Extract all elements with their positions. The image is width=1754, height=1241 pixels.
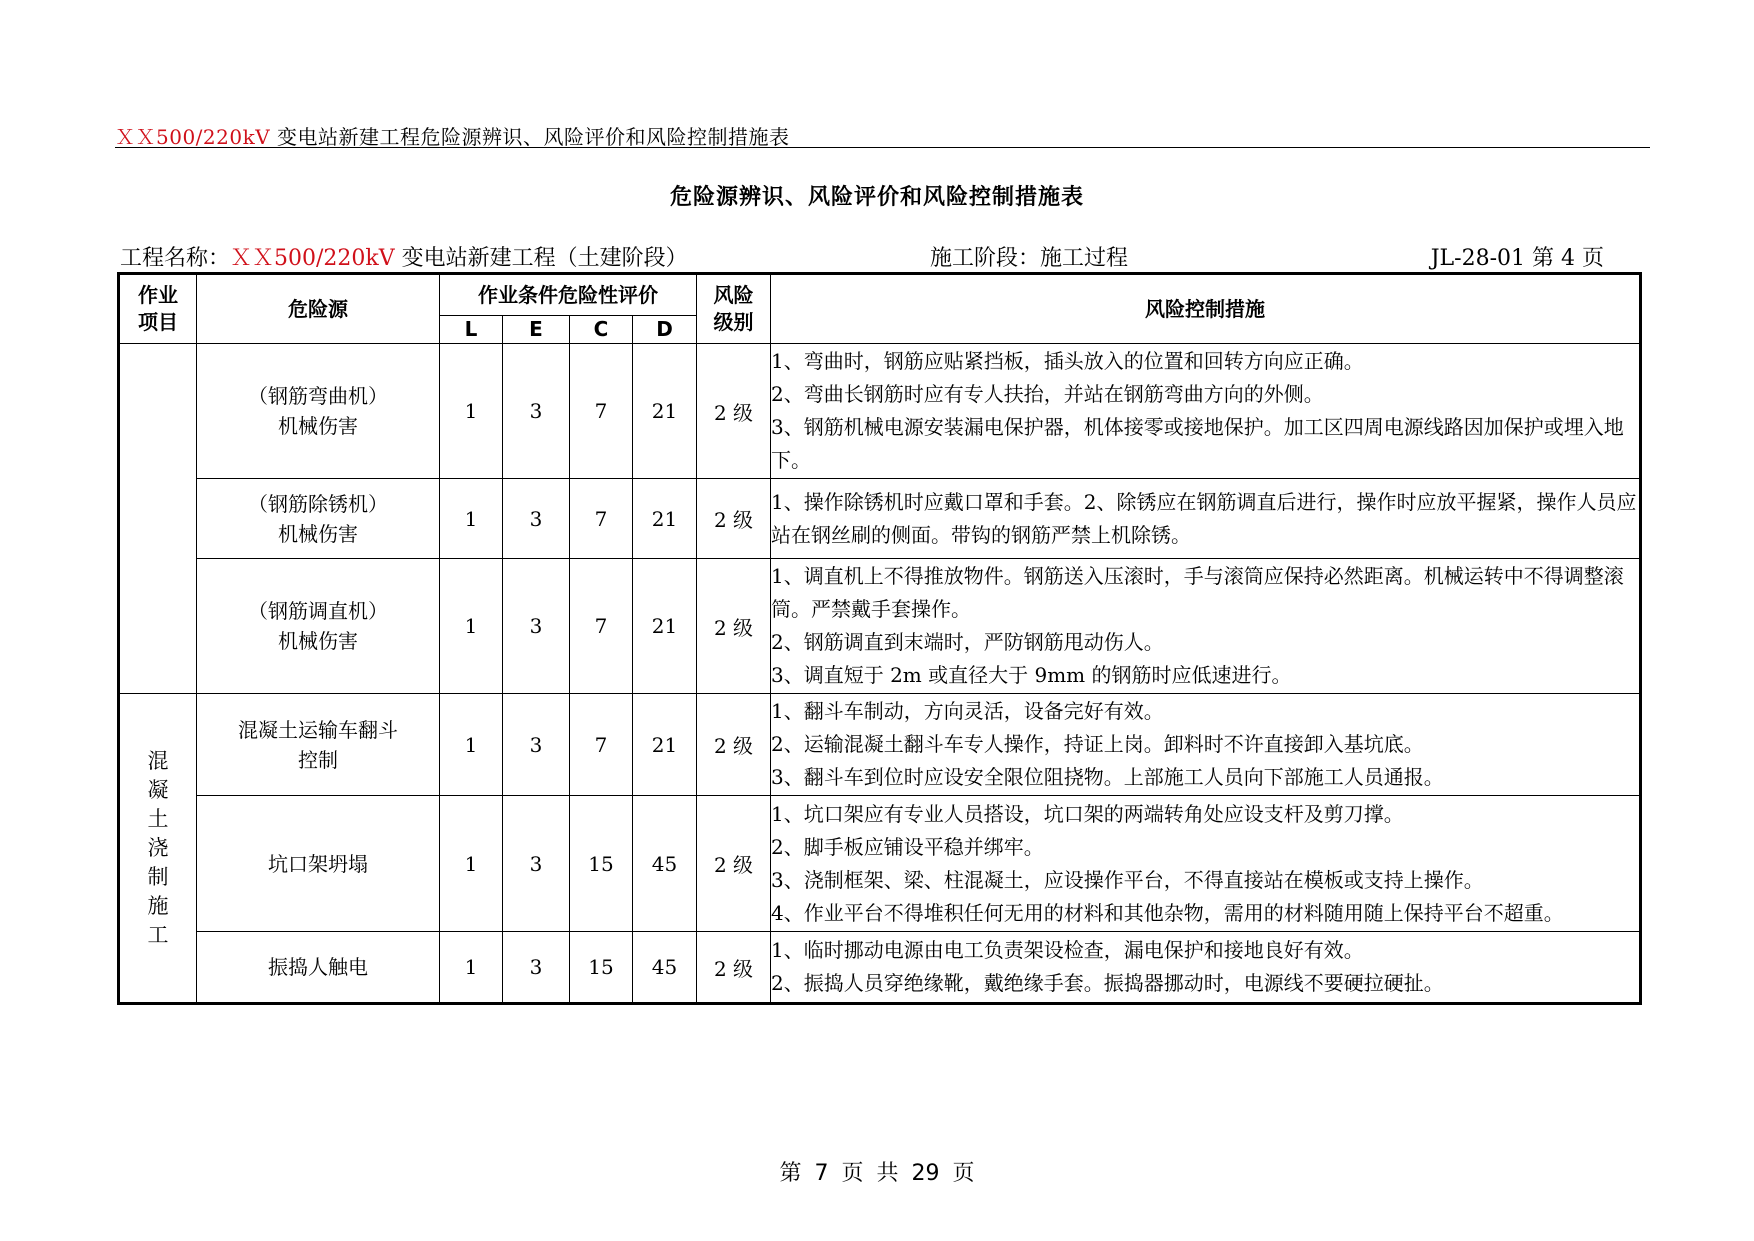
running-header-project-code: ＸＸ500/220kV — [115, 125, 271, 149]
project-label: 工程名称： — [120, 246, 231, 271]
measures-cell — [771, 559, 1641, 694]
header-C: C — [570, 316, 633, 344]
hazard-line: 振捣人触电 — [268, 955, 368, 979]
score-C-cell: 15 — [570, 932, 633, 1004]
hazard-cell — [197, 344, 440, 479]
hazard-cell — [197, 796, 440, 932]
risk-level-cell: 2 级 — [697, 344, 771, 479]
score-D-cell: 45 — [633, 796, 697, 932]
table-row — [119, 344, 1641, 479]
construction-stage: 施工阶段：施工过程 — [930, 246, 1129, 271]
running-header — [115, 121, 790, 150]
measure-item: 1、坑口架应有专业人员搭设，坑口架的两端转角处应设支杆及剪刀撑。 — [771, 801, 1404, 826]
hazard-line: 机械伤害 — [278, 629, 358, 653]
work-item-char: 凝 — [147, 777, 169, 802]
work-item-char: 制 — [147, 864, 169, 889]
document-title: 危险源辨识、风险评价和风险控制措施表 — [669, 185, 1084, 210]
table-header — [119, 274, 1641, 344]
table-row — [119, 559, 1641, 694]
header-rule — [115, 147, 1650, 148]
score-E-cell: 3 — [503, 479, 570, 559]
measure-item: 4、作业平台不得堆积任何无用的材料和其他杂物，需用的材料随用随上保持平台不超重。 — [771, 900, 1564, 925]
measures-cell — [771, 796, 1641, 932]
project-name — [120, 241, 688, 272]
risk-level-cell: 2 级 — [697, 796, 771, 932]
table-row — [119, 479, 1641, 559]
score-E-cell: 3 — [503, 796, 570, 932]
hazard-cell — [197, 694, 440, 796]
score-C-cell: 7 — [570, 479, 633, 559]
risk-level-cell: 2 级 — [697, 559, 771, 694]
score-L-cell: 1 — [440, 559, 503, 694]
hazard-line: （钢筋除锈机） — [248, 491, 388, 516]
page-reference: JL-28-01 第 4 页 — [1430, 246, 1604, 271]
score-C-cell: 7 — [570, 344, 633, 479]
project-name-text: 变电站新建工程（土建阶段） — [394, 246, 688, 271]
measure-item: 2、运输混凝土翻斗车专人操作，持证上岗。卸料时不许直接卸入基坑底。 — [771, 732, 1424, 756]
score-L-cell: 1 — [440, 479, 503, 559]
hazard-cell — [197, 932, 440, 1004]
header-E: E — [503, 316, 570, 344]
hazard-line: 控制 — [298, 747, 338, 772]
measure-item: 3、调直短于 2m 或直径大于 9mm 的钢筋时应低速进行。 — [771, 663, 1292, 687]
score-L-cell: 1 — [440, 694, 503, 796]
score-E-cell: 3 — [503, 694, 570, 796]
work-item-char: 混 — [147, 748, 169, 773]
score-D-cell: 21 — [633, 694, 697, 796]
score-D-cell: 21 — [633, 344, 697, 479]
table-row — [119, 694, 1641, 796]
table-row — [119, 932, 1641, 1004]
score-C-cell: 15 — [570, 796, 633, 932]
score-D-cell: 21 — [633, 479, 697, 559]
risk-control-table — [117, 272, 1642, 1005]
score-L-cell: 1 — [440, 796, 503, 932]
work-item-cell — [119, 694, 197, 1004]
hazard-line: 机械伤害 — [278, 414, 358, 438]
score-E-cell: 3 — [503, 344, 570, 479]
header-measures: 风险控制措施 — [771, 274, 1641, 344]
score-L-cell: 1 — [440, 932, 503, 1004]
project-code: ＸＸ500/220kV — [230, 246, 395, 271]
header-D: D — [633, 316, 697, 344]
header-evaluation: 作业条件危险性评价 — [440, 274, 697, 316]
hazard-cell — [197, 479, 440, 559]
work-item-char: 工 — [147, 922, 169, 947]
measure-item: 1、临时挪动电源由电工负责架设检查，漏电保护和接地良好有效。 — [771, 938, 1364, 962]
risk-level-cell: 2 级 — [697, 479, 771, 559]
work-item-char: 施 — [147, 893, 169, 918]
measure-item: 2、脚手板应铺设平稳并绑牢。 — [771, 834, 1044, 859]
score-E-cell: 3 — [503, 932, 570, 1004]
header-work-item: 作业项目 — [119, 274, 197, 344]
score-E-cell: 3 — [503, 559, 570, 694]
measure-item: 1、操作除锈机时应戴口罩和手套。2、除锈应在钢筋调直后进行，操作时应放平握紧，操作人员应站在钢丝刷的侧面。带钩的钢筋严禁上机除锈。 — [771, 489, 1637, 547]
measure-item: 2、振捣人员穿绝缘靴，戴绝缘手套。振捣器挪动时，电源线不要硬拉硬扯。 — [771, 971, 1444, 995]
measure-item: 1、翻斗车制动，方向灵活，设备完好有效。 — [771, 699, 1164, 723]
risk-level-cell: 2 级 — [697, 932, 771, 1004]
measure-item: 1、弯曲时，钢筋应贴紧挡板，插头放入的位置和回转方向应正确。 — [771, 349, 1364, 373]
header-L: L — [440, 316, 503, 344]
score-C-cell: 7 — [570, 694, 633, 796]
score-D-cell: 21 — [633, 559, 697, 694]
score-D-cell: 45 — [633, 932, 697, 1004]
measure-item: 3、钢筋机械电源安装漏电保护器，机体接零或接地保护。加工区四周电源线路因加保护或埋入地下。 — [771, 415, 1624, 472]
score-C-cell: 7 — [570, 559, 633, 694]
measure-item: 3、浇制框架、梁、柱混凝土，应设操作平台，不得直接站在模板或支持上操作。 — [771, 867, 1484, 892]
running-header-text: 变电站新建工程危险源辨识、风险评价和风险控制措施表 — [270, 125, 790, 149]
hazard-line: 机械伤害 — [278, 521, 358, 546]
table-row — [119, 796, 1641, 932]
measure-item: 3、翻斗车到位时应设安全限位阻挠物。上部施工人员向下部施工人员通报。 — [771, 765, 1444, 789]
work-item-char: 土 — [147, 806, 169, 831]
header-hazard: 危险源 — [197, 274, 440, 344]
measures-cell — [771, 479, 1641, 559]
hazard-line: （钢筋调直机） — [248, 599, 388, 623]
work-item-char: 浇 — [147, 835, 169, 860]
measure-item: 2、弯曲长钢筋时应有专人扶抬，并站在钢筋弯曲方向的外侧。 — [771, 382, 1324, 406]
risk-level-cell: 2 级 — [697, 694, 771, 796]
header-risk-level: 风险级别 — [697, 274, 771, 344]
page-footer: 第 7 页 共 29 页 — [779, 1161, 975, 1186]
work-item-cell — [119, 344, 197, 694]
measures-cell — [771, 344, 1641, 479]
table-body — [119, 344, 1641, 1004]
measures-cell — [771, 932, 1641, 1004]
hazard-line: （钢筋弯曲机） — [248, 384, 388, 408]
hazard-cell — [197, 559, 440, 694]
measure-item: 1、调直机上不得推放物件。钢筋送入压滚时，手与滚筒应保持必然距离。机械运转中不得调整滚筒。严禁戴手套操作。 — [771, 564, 1624, 621]
measure-item: 2、钢筋调直到末端时，严防钢筋甩动伤人。 — [771, 630, 1164, 654]
score-L-cell: 1 — [440, 344, 503, 479]
hazard-line: 混凝土运输车翻斗 — [238, 717, 398, 742]
hazard-line: 坑口架坍塌 — [268, 851, 368, 876]
measures-cell — [771, 694, 1641, 796]
